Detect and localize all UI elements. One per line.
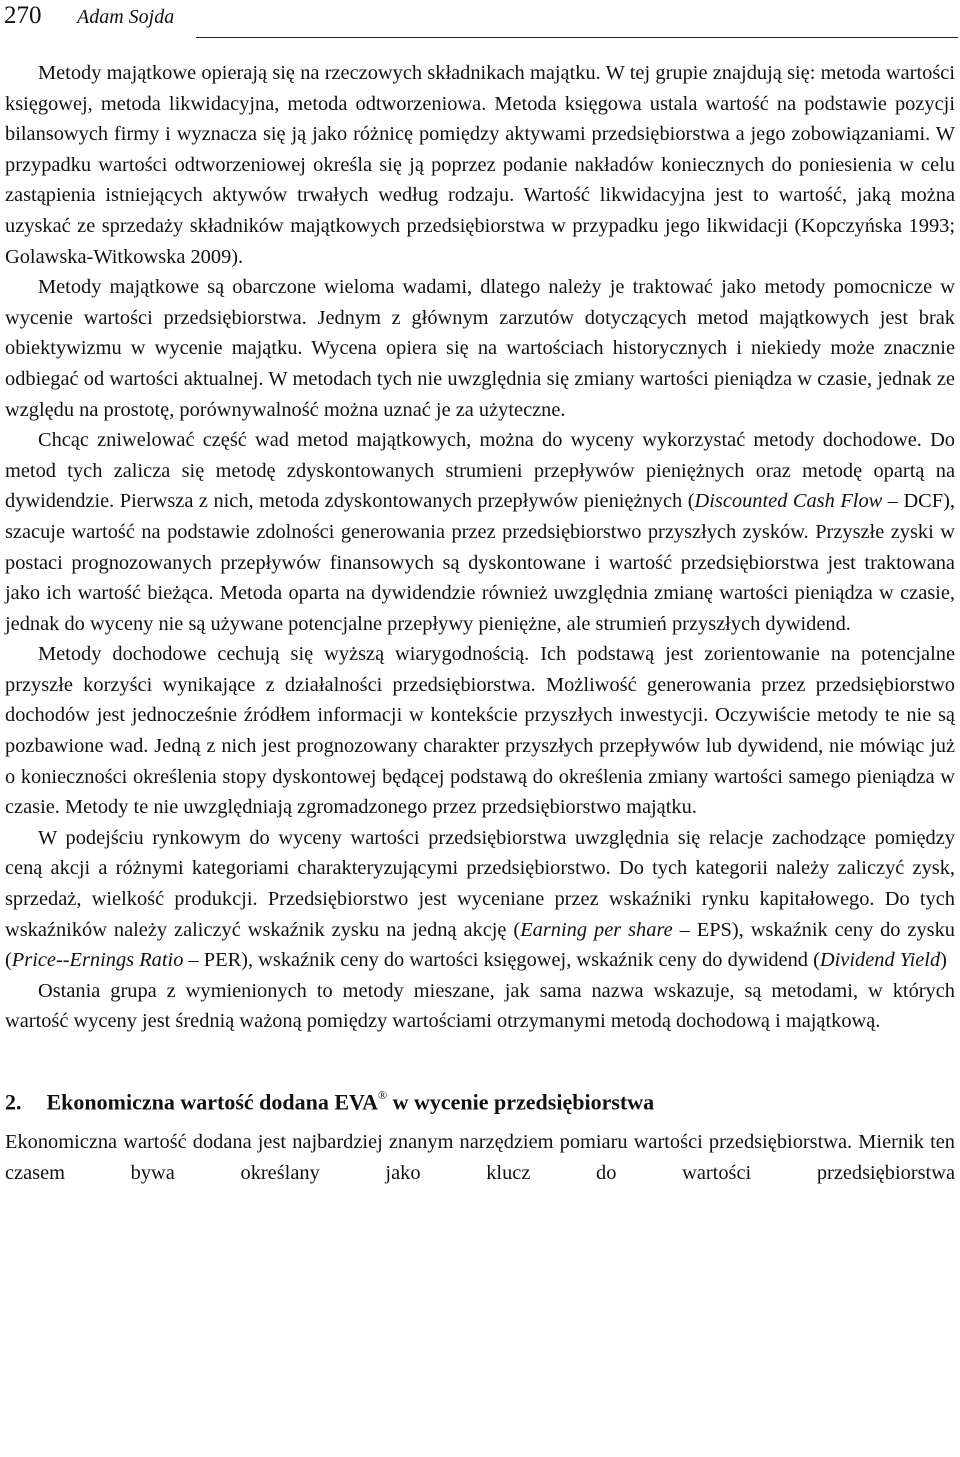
text-run: – EPS), wskaźnik ceny do zysku ( — [5, 918, 955, 972]
paragraphs — [5, 58, 955, 1037]
paragraph-2 — [5, 272, 955, 425]
body-text — [5, 58, 955, 1189]
section-title-rest: w wycenie przedsiębiorstwa — [387, 1089, 655, 1115]
text-run: Metody dochodowe cechują się wyższą wiarygodnością. Ich podstawą jest zorientowanie na potencjalne przyszłe korzyści wynikające z działalności przedsiębiorstwa. Możliwość generowania przez przedsiębiorstwo dochodów jest jednocześnie źródłem informacji w kontekście przyszłych inwestycji. Oczywiście metody te nie są pozbawione wad. Jedną z nich jest prognozowany charakter przyszłych przepływów lub dywidend, nie mówiąc już o konieczności określenia stopy dyskontowej będącej podstawą do określenia zmiany wartości samego pieniądza w czasie. Metody te nie uwzględniają zgromadzonego przez przedsiębiorstwo majątku. — [5, 643, 955, 819]
registered-mark: ® — [377, 1088, 388, 1102]
running-header — [0, 0, 960, 44]
paragraph-4 — [5, 639, 955, 823]
text-run: Metody majątkowe są obarczone wieloma wadami, dlatego należy je traktować jako metody pomocnicze w wycenie wartości przedsiębiorstwa. Jednym z głównym zarzutów dotyczących metod majątkowych jest brak obiektywizmu w wycenie majątku. Wycena opiera się na wartościach historycznych i niekiedy może znacznie odbiegać od wartości aktualnej. W metodach tych nie uwzględnia się zmiany wartości pieniądza w czasie, jednak ze względu na prostotę, porównywalność można uznać je za użyteczne. — [5, 276, 955, 421]
text-run: Metody majątkowe opierają się na rzeczowych składnikach majątku. W tej grupie znajdują się: metoda wartości księgowej, metoda likwidacyjna, metoda odtworzeniowa. Metoda księgowa ustala wartość na podstawie pozycji bilansowych firmy i wyznacza się ją jako różnicę pomiędzy aktywami przedsiębiorstwa a jego zobowiązaniami. W przypadku wartości odtworzeniowej określa się ją poprzez podanie nakładów koniecznych do poniesienia w celu zastąpienia istniejących aktywów trwałych według rodzaju. Wartość likwidacyjna jest to wartość, jaką można uzyskać ze sprzedaży składników majątkowych przedsiębiorstwa w przypadku jego likwidacji (Kopczyńska 1993; Golawska-Witkowska 2009). — [5, 62, 955, 268]
paragraph-6 — [5, 976, 955, 1037]
paragraph-1 — [5, 58, 955, 272]
italic-term: Earning per share — [520, 918, 673, 941]
section-heading — [5, 1082, 955, 1117]
running-author: Adam Sojda — [77, 6, 175, 28]
italic-term: Dividend Yield — [819, 949, 941, 972]
page-number: 270 — [4, 2, 42, 29]
italic-term: Price--Ernings Ratio — [11, 949, 184, 972]
italic-term: Discounted Cash Flow — [694, 490, 883, 513]
paragraph-3 — [5, 425, 955, 639]
text-run: ) — [940, 949, 947, 972]
text-run: Chcąc zniwelować część wad metod majątkowych, można do wyceny wykorzystać metody dochodowe. Do metod tych zalicza się metodę zdyskontowanych strumieni przepływów pieniężnych oraz metodę opartą na dywidendzie. Pierwsza z nich, metoda zdyskontowanych przepływów pieniężnych ( — [5, 429, 955, 513]
section-paragraph: Ekonomiczna wartość dodana jest najbardziej znanym narzędziem pomiaru wartości przedsiębiorstwa. Miernik ten czasem bywa określany jako klucz do wartości przedsiębiorstwa — [5, 1131, 955, 1184]
text-run: – DCF), szacuje wartość na podstawie zdolności generowania przez przedsiębiorstwo przyszłych zysków. Przyszłe zyski w postaci prognozowanych przepływów finansowych są dyskontowane i wartość przedsiębiorstwa jest traktowana jako ich wartość bieżąca. Metoda oparta na dywidendzie również uwzględnia zmianę wartości pieniądza w czasie, jednak do wyceny nie są używane potencjalne przepływy pieniężne, ale strumień przyszłych dywidend. — [5, 490, 956, 635]
text-run: W podejściu rynkowym do wyceny wartości przedsiębiorstwa uwzględnia się relacje zachodzące pomiędzy ceną akcji a różnymi kategoriami charakteryzującymi przedsiębiorstwo. Do tych kategorii należy zaliczyć zysk, sprzedaż, wielkość produkcji. Przedsiębiorstwo jest wyceniane przez wskaźniki rynku kapitałowego. Do tych wskaźników należy zaliczyć wskaźnik zysku na jedną akcję ( — [5, 826, 955, 941]
paragraph-5 — [5, 823, 955, 976]
section-number: 2. — [5, 1089, 22, 1115]
text-run: – PER), wskaźnik ceny do wartości księgowej, wskaźnik ceny do dywidend ( — [183, 949, 820, 972]
header-rule — [196, 37, 958, 38]
section-title: Ekonomiczna wartość dodana EVA — [46, 1089, 378, 1115]
text-run: Ostania grupa z wymienionych to metody mieszane, jak sama nazwa wskazuje, są metodami, w których wartość wyceny jest średnią ważoną pomiędzy wartościami otrzymanymi metodą dochodową i majątkową. — [5, 979, 955, 1033]
